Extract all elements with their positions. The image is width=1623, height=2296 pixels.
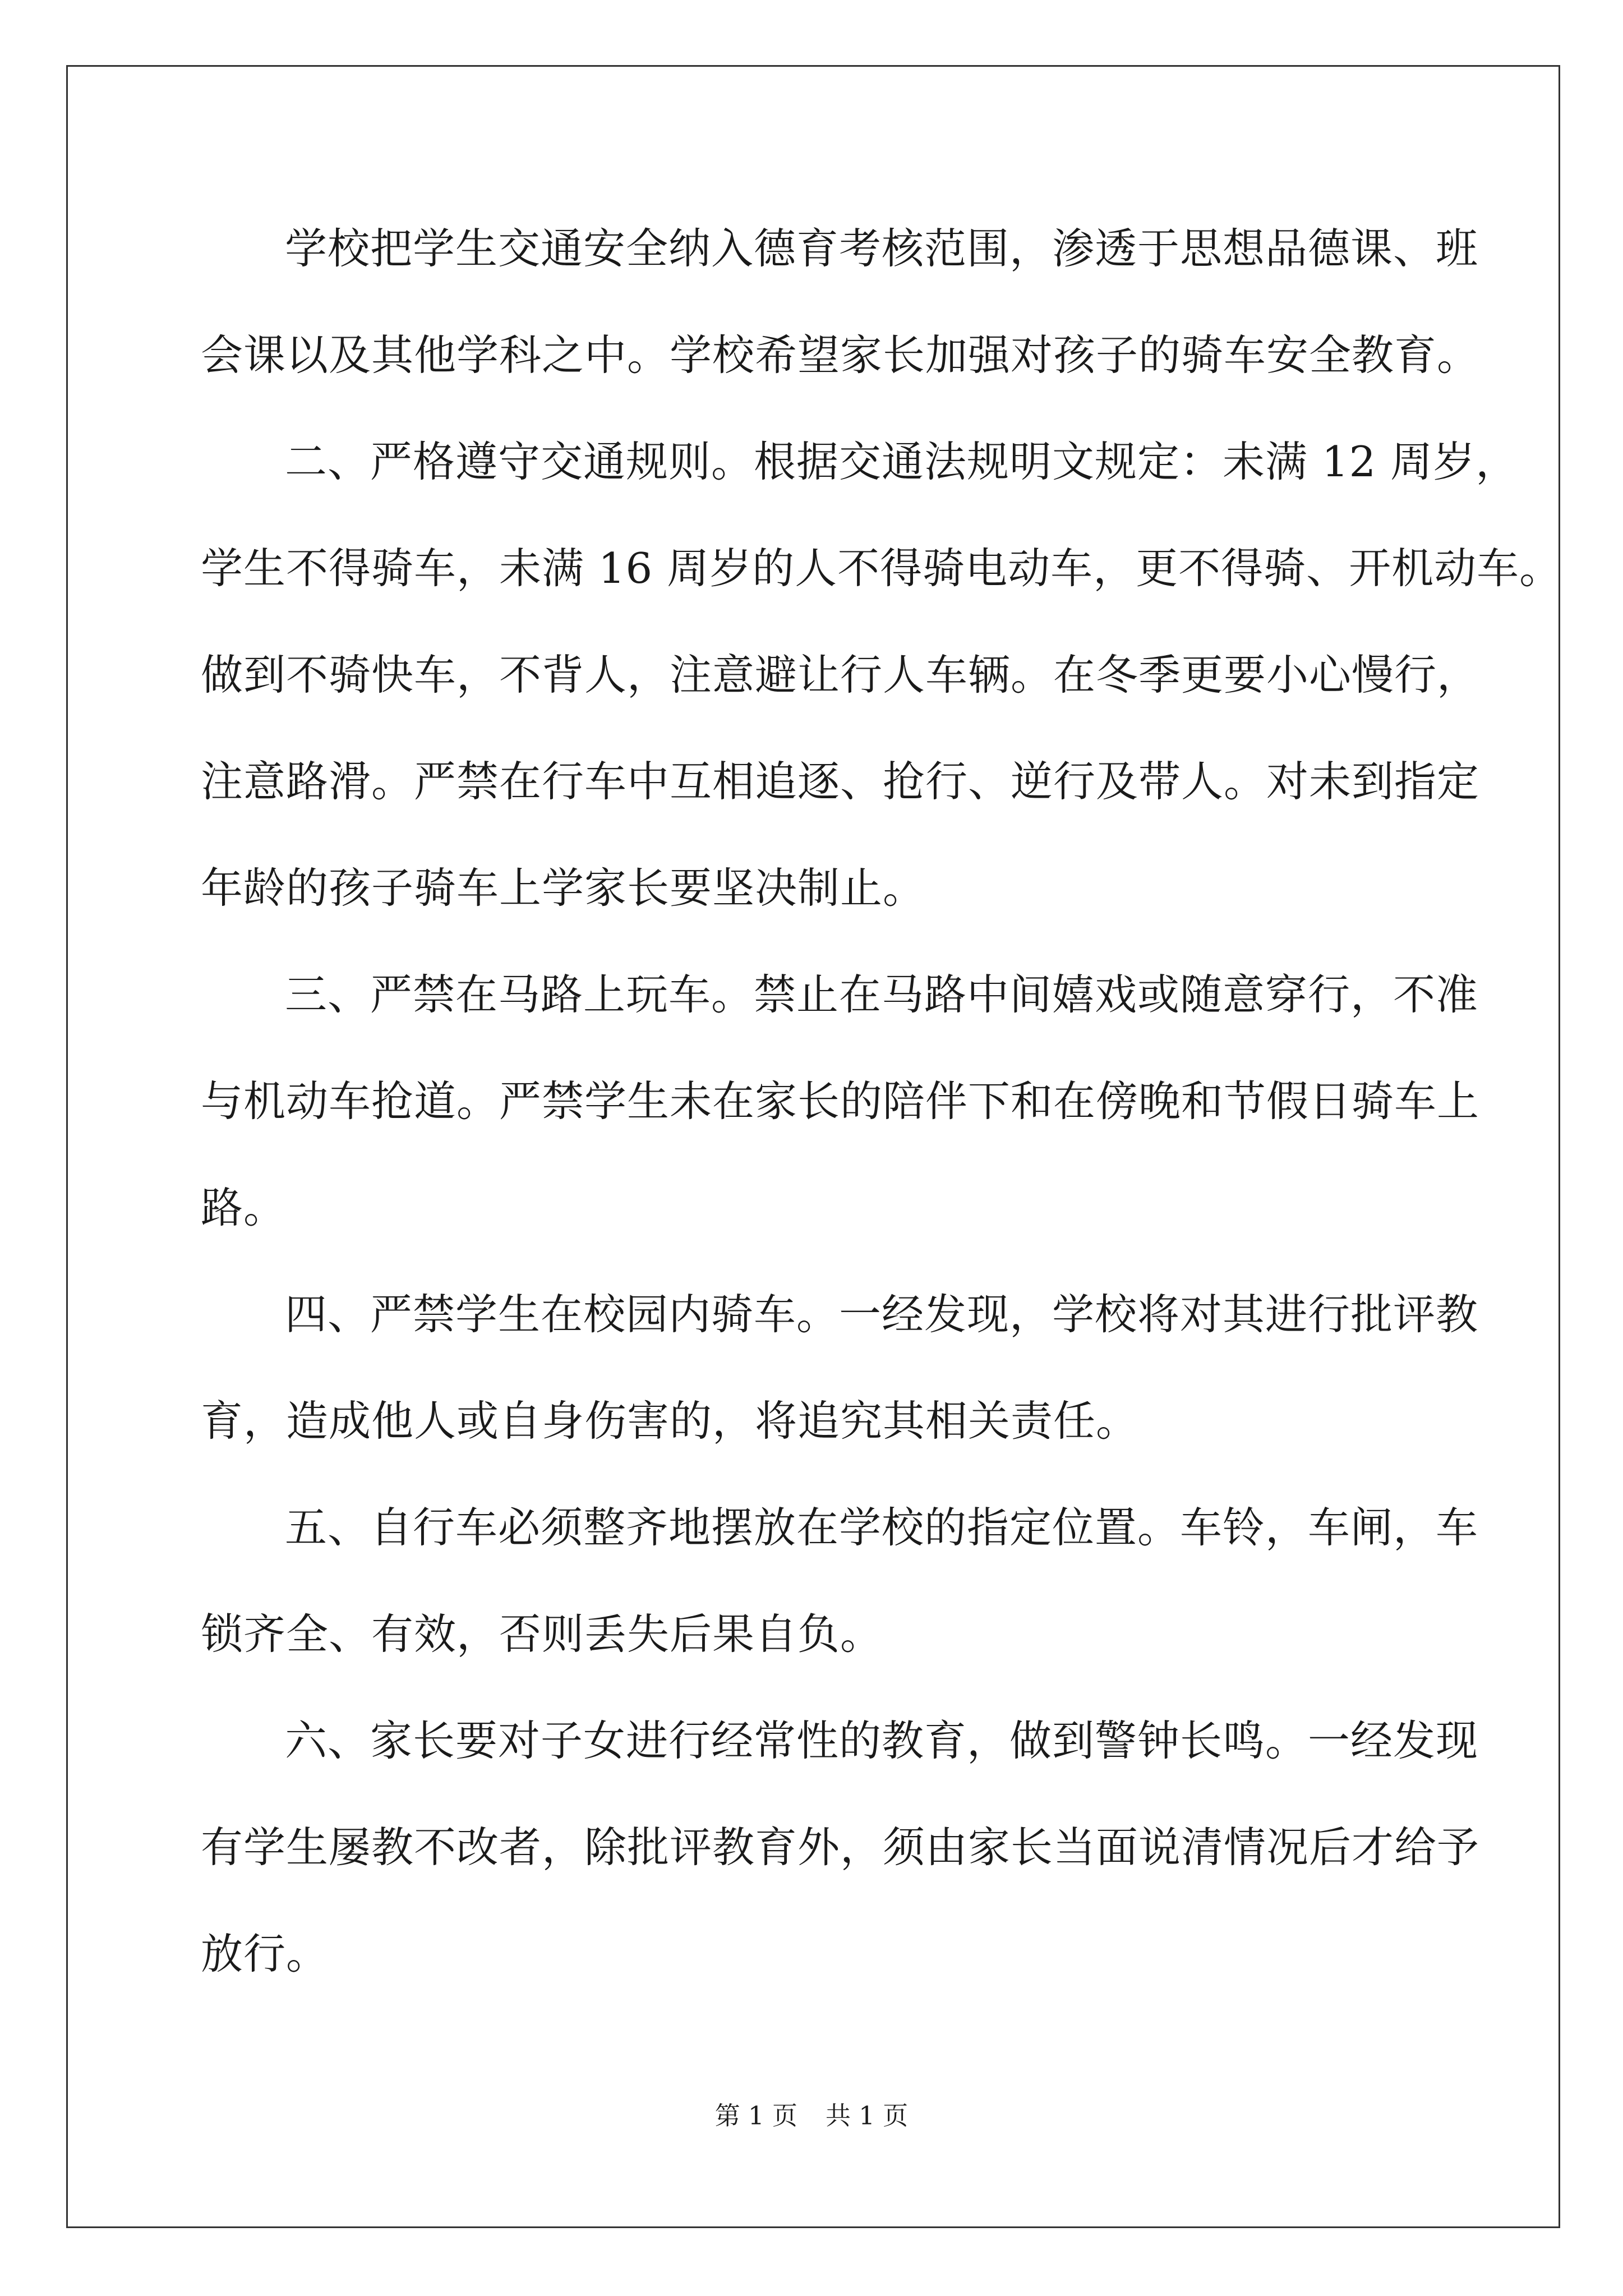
paragraph-line: 路。 (201, 1183, 287, 1232)
paragraph-line: 学校把学生交通安全纳入德育考核范围，渗透于思想品德课、班 (285, 224, 1479, 273)
paragraph-line: 放行。 (201, 1929, 329, 1978)
page-number-total: 共 1 页 (826, 2101, 909, 2131)
paragraph-line: 锁齐全、有效，否则丢失后果自负。 (201, 1609, 883, 1659)
paragraph-line: 二、严格遵守交通规则。根据交通法规明文规定：未满 12 周岁， (285, 437, 1519, 486)
paragraph-line: 有学生屡教不改者，除批评教育外，须由家长当面说清情况后才给予 (201, 1823, 1480, 1872)
paragraph-line: 六、家长要对子女进行经常性的教育，做到警钟长鸣。一经发现 (285, 1716, 1479, 1765)
page-footer (0, 2099, 1623, 2133)
paragraph-line: 四、严禁学生在校园内骑车。一经发现，学校将对其进行批评教 (285, 1290, 1479, 1339)
paragraph-line: 育，造成他人或自身伤害的，将追究其相关责任。 (201, 1396, 1139, 1446)
paragraph-line: 学生不得骑车，未满 16 周岁的人不得骑电动车，更不得骑、开机动车。 (201, 544, 1562, 593)
paragraph-line: 会课以及其他学科之中。学校希望家长加强对孩子的骑车安全教育。 (201, 330, 1480, 380)
document-body (201, 212, 1562, 2024)
paragraph-line: 三、严禁在马路上玩车。禁止在马路中间嬉戏或随意穿行，不准 (285, 970, 1479, 1019)
page-number-current: 第 1 页 (714, 2101, 797, 2131)
paragraph-line: 五、自行车必须整齐地摆放在学校的指定位置。车铃，车闸，车 (285, 1503, 1479, 1552)
paragraph-line: 做到不骑快车，不背人，注意避让行人车辆。在冬季更要小心慢行， (201, 650, 1480, 700)
paragraph-line: 注意路滑。严禁在行车中互相追逐、抢行、逆行及带人。对未到指定 (201, 757, 1480, 806)
paragraph-line: 年龄的孩子骑车上学家长要坚决制止。 (201, 863, 926, 913)
paragraph-line: 与机动车抢道。严禁学生未在家长的陪伴下和在傍晚和节假日骑车上 (201, 1076, 1480, 1126)
